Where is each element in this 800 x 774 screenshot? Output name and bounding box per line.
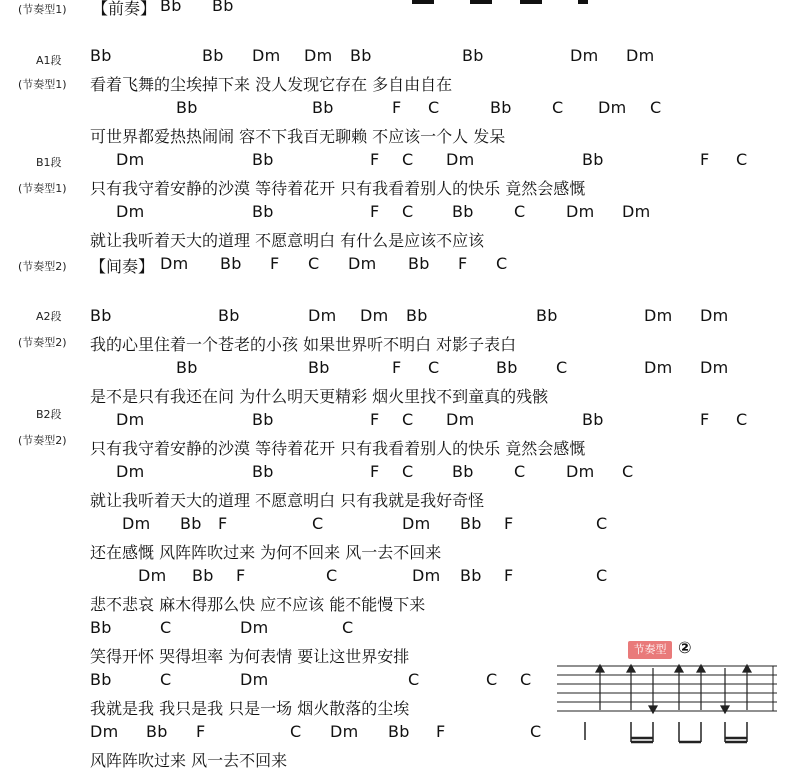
lyric-line: 只有我守着安静的沙漠 等待着花开 只有我看着别人的快乐 竟然会感慨 — [90, 179, 586, 198]
chord: F — [370, 202, 380, 221]
chord: F — [236, 566, 246, 585]
chord: Bb — [90, 618, 112, 637]
strum-pattern-badge: 节奏型 — [628, 641, 672, 659]
chord: Dm — [360, 306, 389, 325]
chord: C — [428, 358, 440, 377]
title-fragment-mark — [578, 0, 588, 4]
chord: Dm — [116, 150, 145, 169]
chord: F — [196, 722, 206, 741]
chord: Dm — [570, 46, 599, 65]
chord: C — [308, 254, 320, 273]
lyric-line: 我的心里住着一个苍老的小孩 如果世界听不明白 对影子表白 — [90, 335, 517, 354]
chord: Dm — [622, 202, 651, 221]
chord: Bb — [180, 514, 202, 533]
chord: Bb — [350, 46, 372, 65]
lyric-line: 只有我守着安静的沙漠 等待着花开 只有我看着别人的快乐 竟然会感慨 — [90, 439, 586, 458]
chord: C — [650, 98, 662, 117]
chord: Bb — [176, 98, 198, 117]
chord: C — [736, 150, 748, 169]
chord: Dm — [304, 46, 333, 65]
lyric-line: 还在感慨 风阵阵吹过来 为何不回来 风一去不回来 — [90, 543, 442, 562]
title-fragment-mark — [520, 0, 542, 4]
chord: Bb — [308, 358, 330, 377]
title-fragment-mark — [470, 0, 492, 4]
section-label: B2段 — [36, 408, 62, 421]
chord: Bb — [252, 462, 274, 481]
chord: Dm — [700, 358, 729, 377]
chord: Dm — [700, 306, 729, 325]
chord: Bb — [176, 358, 198, 377]
chord: Bb — [160, 0, 182, 15]
chord: Dm — [412, 566, 441, 585]
chord: Bb — [90, 670, 112, 689]
chord: Dm — [644, 306, 673, 325]
chord: F — [370, 410, 380, 429]
chord: Dm — [90, 722, 119, 741]
chord: C — [552, 98, 564, 117]
chord: C — [556, 358, 568, 377]
chord: Bb — [496, 358, 518, 377]
chord: Dm — [122, 514, 151, 533]
chord: Dm — [402, 514, 431, 533]
chord: Bb — [252, 150, 274, 169]
chord: Bb — [582, 410, 604, 429]
chord: C — [402, 462, 414, 481]
chord: C — [514, 202, 526, 221]
section-label: A2段 — [36, 310, 62, 323]
interlude-label: 【间奏】 — [90, 257, 155, 276]
chord: C — [312, 514, 324, 533]
chord: F — [370, 462, 380, 481]
intro-pattern-label: (节奏型1) — [18, 3, 67, 16]
lyric-line: 就让我听着天大的道理 不愿意明白 只有我就是我好奇怪 — [90, 491, 485, 510]
chord: C — [408, 670, 420, 689]
chord: Dm — [598, 98, 627, 117]
chord: Dm — [446, 150, 475, 169]
chord: Dm — [626, 46, 655, 65]
chord: Bb — [202, 46, 224, 65]
chord: Bb — [406, 306, 428, 325]
chord: F — [504, 566, 514, 585]
pattern-label: (节奏型2) — [18, 260, 67, 273]
chord: C — [160, 670, 172, 689]
strum-pattern-number: ② — [678, 638, 692, 657]
chord: Dm — [644, 358, 673, 377]
chord: F — [436, 722, 446, 741]
chord: C — [530, 722, 542, 741]
chord: Bb — [460, 566, 482, 585]
section-label: B1段 — [36, 156, 62, 169]
chord: F — [370, 150, 380, 169]
chord: Bb — [460, 514, 482, 533]
chord: Dm — [252, 46, 281, 65]
chord: Bb — [252, 202, 274, 221]
lyric-line: 风阵阵吹过来 风一去不回来 — [90, 751, 288, 770]
chord: Dm — [116, 462, 145, 481]
chord: Bb — [212, 0, 234, 15]
chord: Dm — [330, 722, 359, 741]
chord: Dm — [116, 410, 145, 429]
chord: C — [486, 670, 498, 689]
lyric-line: 悲不悲哀 麻木得那么快 应不应该 能不能慢下来 — [90, 595, 426, 614]
chord: C — [596, 514, 608, 533]
intro-label: 【前奏】 — [92, 0, 157, 18]
lyric-line: 是不是只有我还在问 为什么明天更精彩 烟火里找不到童真的残骸 — [90, 387, 549, 406]
chord: C — [290, 722, 302, 741]
chord: F — [392, 358, 402, 377]
chord: Dm — [566, 462, 595, 481]
chord: F — [458, 254, 468, 273]
lyric-line: 可世界都爱热热闹闹 容不下我百无聊赖 不应该一个人 发呆 — [90, 127, 506, 146]
chord: Bb — [462, 46, 484, 65]
title-fragment-mark — [412, 0, 434, 4]
chord: C — [520, 670, 532, 689]
chord: C — [428, 98, 440, 117]
chord: Dm — [160, 254, 189, 273]
chord: Dm — [348, 254, 377, 273]
chord: Bb — [536, 306, 558, 325]
chord: C — [326, 566, 338, 585]
chord: C — [402, 202, 414, 221]
chord: Dm — [138, 566, 167, 585]
chord: C — [514, 462, 526, 481]
strum-pattern-tab — [555, 662, 781, 748]
chord: Bb — [452, 462, 474, 481]
lyric-line: 笑得开怀 哭得坦率 为何表情 要让这世界安排 — [90, 647, 410, 666]
chord: Dm — [116, 202, 145, 221]
chord: Bb — [90, 306, 112, 325]
chord: Bb — [252, 410, 274, 429]
chord: C — [402, 410, 414, 429]
chord: F — [700, 410, 710, 429]
chord: Bb — [218, 306, 240, 325]
lyric-line: 看着飞舞的尘埃掉下来 没人发现它存在 多自由自在 — [90, 75, 453, 94]
chord: Bb — [90, 46, 112, 65]
chord: Dm — [566, 202, 595, 221]
section-label: A1段 — [36, 54, 62, 67]
chord: Bb — [312, 98, 334, 117]
chord: C — [736, 410, 748, 429]
pattern-label: (节奏型2) — [18, 336, 67, 349]
pattern-label: (节奏型2) — [18, 434, 67, 447]
chord: Bb — [220, 254, 242, 273]
chord: F — [270, 254, 280, 273]
lyric-line: 就让我听着天大的道理 不愿意明白 有什么是应该不应该 — [90, 231, 485, 250]
chord: F — [700, 150, 710, 169]
chord: F — [504, 514, 514, 533]
chord: Dm — [308, 306, 337, 325]
chord: C — [496, 254, 508, 273]
chord: Dm — [240, 618, 269, 637]
chord: Bb — [582, 150, 604, 169]
chord: Bb — [388, 722, 410, 741]
lyric-line: 我就是我 我只是我 只是一场 烟火散落的尘埃 — [90, 699, 410, 718]
chord: C — [160, 618, 172, 637]
chord: Bb — [408, 254, 430, 273]
chord: F — [392, 98, 402, 117]
pattern-label: (节奏型1) — [18, 78, 67, 91]
chord: C — [596, 566, 608, 585]
chord: Dm — [446, 410, 475, 429]
chord: Bb — [490, 98, 512, 117]
chord: Dm — [240, 670, 269, 689]
chord: Bb — [452, 202, 474, 221]
chord: C — [402, 150, 414, 169]
pattern-label: (节奏型1) — [18, 182, 67, 195]
chord: Bb — [192, 566, 214, 585]
chord: Bb — [146, 722, 168, 741]
chord: F — [218, 514, 228, 533]
chord: C — [622, 462, 634, 481]
chord: C — [342, 618, 354, 637]
